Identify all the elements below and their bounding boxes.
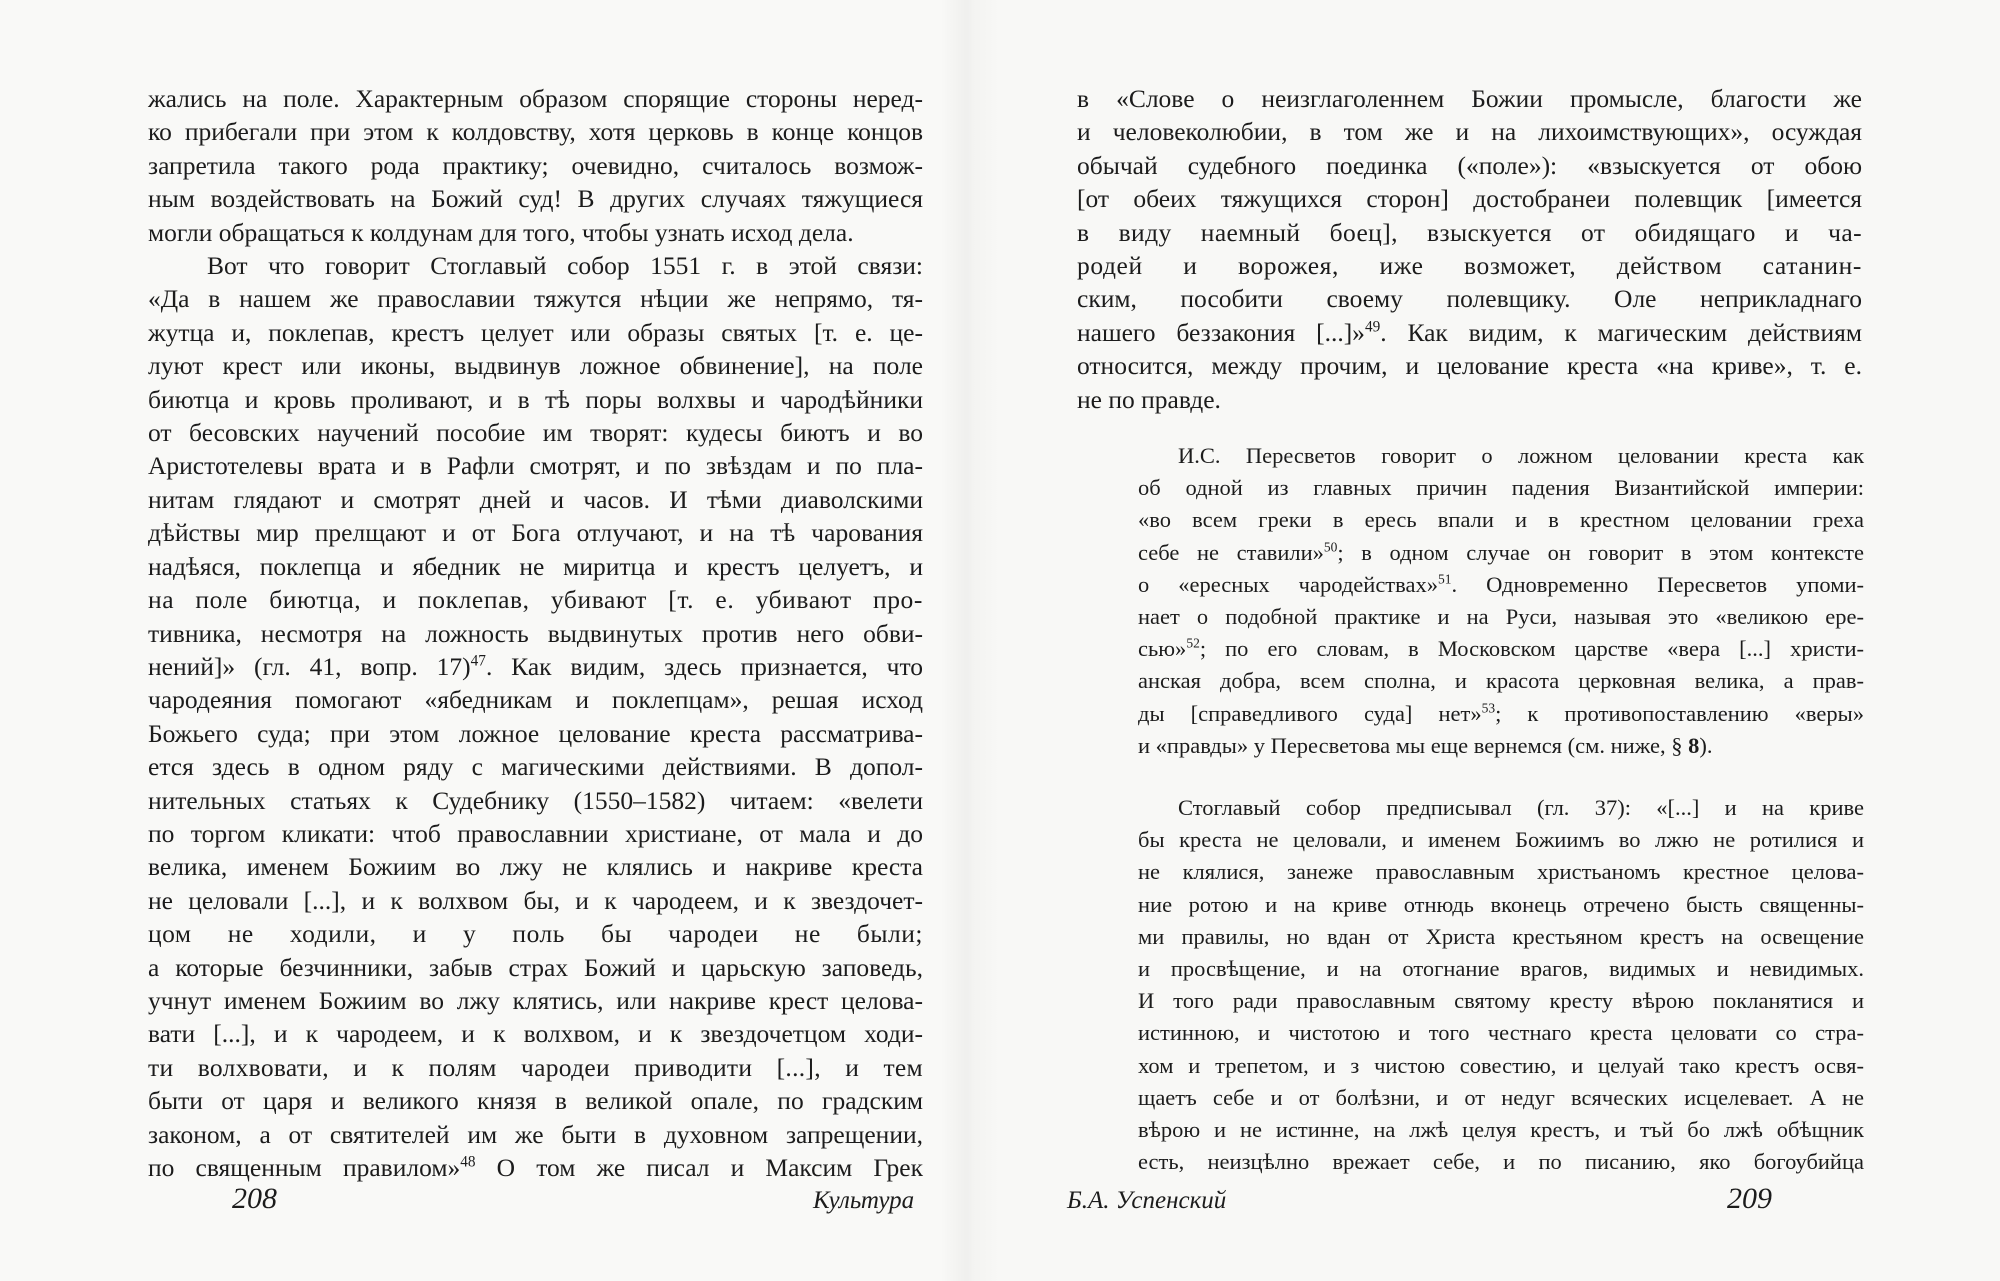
text-segment: нений]» (гл. 41, вопр. 17)	[148, 651, 471, 681]
text-line-with-footnote	[1138, 633, 1864, 665]
text-line: истинною, и чистотою и того честнаго креста целовати со стра-	[1138, 1020, 1864, 1046]
footnote-ref-53[interactable]: 53	[1481, 700, 1496, 716]
text-segment: ды [справедливого суда] нет»	[1138, 700, 1482, 726]
text-line	[1138, 730, 1864, 762]
text-segment: О том же писал и Максим Грек	[475, 1153, 923, 1182]
text-line: в «Слове о неизглаголеннем Божии промысле, благости же	[1077, 84, 1862, 113]
text-line: родей и ворожея, иже возможет, действом сатанин-	[1077, 251, 1862, 281]
text-line: щаетъ себе и от болѣзни, и от недуг всяческих исцелевает. А не	[1138, 1084, 1864, 1110]
text-line: не клялися, занеже православным христьаномъ крестное целова-	[1138, 859, 1864, 885]
text-line: ным воздействовать на Божий суд! В других случаях тяжущиеся	[148, 184, 923, 214]
text-segment: . Как видим, к магическим действиям	[1380, 317, 1862, 347]
text-segment: ; к противопоставлению «веры»	[1495, 700, 1864, 726]
footnote-ref-52[interactable]: 52	[1186, 635, 1200, 651]
right-page-stoglav-block	[1138, 792, 1864, 1178]
text-line: запретила такого рода практику; очевидно, считалось возмож-	[148, 150, 923, 180]
right-page-text	[1077, 82, 1862, 416]
text-line: в виду наемный боец], взыскуется от обидящаго и ча-	[1077, 217, 1862, 247]
text-line: обычай судебного поединка («поле»): «взыскуется от обою	[1077, 150, 1862, 180]
text-line: ми правилы, но вдан от Христа крестьяном крестъ на освещение	[1138, 923, 1864, 949]
running-head-left: Культура	[813, 1187, 915, 1214]
section-ref[interactable]: 8	[1688, 732, 1700, 758]
left-page	[0, 0, 970, 1281]
text-line: дѣйствы мир прелщают и от Бога отлучают, и на тѣ чарования	[148, 518, 923, 548]
text-line-with-footnote	[1077, 316, 1862, 349]
text-line: биютца и кровь проливают, и в тѣ поры волхвы и чародѣйники	[148, 384, 923, 414]
text-segment: ; в одном случае он говорит в этом контексте	[1337, 539, 1864, 565]
text-line: учнут именем Божиим во лжу клятись, или накриве крест целова-	[148, 985, 923, 1015]
text-line: хом и трепетом, и з чистою совестию, и целуай тако крестъ освя-	[1138, 1052, 1864, 1078]
text-line: чародеяния помогают «ябедникам и поклепцам», решая исход	[148, 685, 923, 715]
running-head-right: Б.А. Успенский	[1067, 1187, 1227, 1214]
text-line: законом, а от святителей им же быти в духовном запрещении,	[148, 1119, 923, 1149]
text-line-with-footnote	[1138, 537, 1864, 569]
text-line: ским, пособити своему полевщику. Оле неприкладнаго	[1077, 284, 1862, 314]
text-line: надѣяся, поклепца и ябедник не миритца и крестъ целуетъ, и	[148, 551, 923, 581]
text-line: вати [...], и к чародеем, и к волхвом, и к звездочетцом ходи-	[148, 1019, 923, 1049]
footnote-ref-50[interactable]: 50	[1323, 539, 1338, 555]
text-line: и просвѣщение, и на отогнание врагов, видимых и невидимых.	[1138, 956, 1864, 982]
text-segment: ).	[1699, 732, 1713, 758]
right-page-quote-block	[1138, 440, 1864, 762]
text-line: ко прибегали при этом к колдовству, хотя церковь в конце концов	[148, 117, 923, 147]
text-segment: . Одновременно Пересветов упоми-	[1451, 571, 1864, 597]
text-line: не по правде.	[1077, 384, 1221, 414]
text-line: Стоглавый собор предписывал (гл. 37): «[...] и на криве	[1178, 795, 1864, 820]
text-line: Вот что говорит Стоглавый собор 1551 г. в этой связи:	[207, 251, 923, 281]
footnote-ref-48[interactable]: 48	[460, 1153, 476, 1171]
text-line: велика, именем Божиим во лжу не клялись и накриве креста	[148, 852, 923, 882]
text-line: анская добра, всем сполна, и красота церковная велика, а прав-	[1138, 668, 1864, 694]
text-line: от бесовских научений пособие им творят: кудесы биютъ и во	[148, 418, 923, 448]
text-line: нительных статьях к Судебнику (1550–1582) читаем: «велети	[148, 785, 923, 815]
text-line: «Да в нашем же православии тяжутся нѣции же непрямо, тя-	[148, 284, 923, 314]
text-line: бы креста не целовали, и именем Божиимъ во лжю не ротилися и	[1138, 827, 1864, 853]
text-line: Аристотелевы врата и в Рафли смотрят, и по звѣздам и по пла-	[148, 451, 923, 481]
text-line-with-footnote	[148, 650, 923, 683]
text-line: ти волхвовати, и к полям чародеи приводити [...], и тем	[148, 1052, 923, 1082]
text-segment: себе не ставили»	[1138, 539, 1324, 565]
text-segment: по священным правилом»	[148, 1153, 461, 1182]
text-line: и человеколюбии, в том же и на лихоимствующих», осуждая	[1077, 117, 1862, 147]
page-number-right: 209	[1727, 1182, 1772, 1215]
text-line: по торгом кликати: чтоб православнии христиане, от мала и до	[148, 818, 923, 848]
text-line: цом не ходили, и у поль бы чародеи не были;	[148, 919, 923, 949]
text-line: могли обращаться к колдунам для того, чтобы узнать исход дела.	[148, 217, 854, 247]
text-line: есть, неизцѣлно врежает себе, и по писанию, яко богоубийца	[1138, 1149, 1864, 1175]
text-segment: нашего беззакония [...]»	[1077, 317, 1365, 347]
text-line: вѣрою и не истинне, на лжѣ целуя крестъ, и тъй бо лжѣ обѣщник	[1138, 1117, 1864, 1143]
text-line: Божьего суда; при этом ложное целование креста рассматрива-	[148, 718, 923, 748]
text-line-with-footnote	[1138, 569, 1864, 601]
text-line: на поле биютца, и поклепав, убивают [т. е. убивают про-	[148, 585, 923, 615]
text-line: жутца и, поклепав, крестъ целует или образы святых [т. е. це-	[148, 317, 923, 347]
text-line: относится, между прочим, и целование креста «на криве», т. е.	[1077, 351, 1862, 381]
text-line-with-footnote	[1138, 698, 1864, 730]
text-line: ется здесь в одном ряду с магическими действиями. В допол-	[148, 752, 923, 782]
text-line-with-footnote	[148, 1151, 923, 1184]
page-number-left: 208	[232, 1182, 277, 1215]
text-segment: . Как видим, здесь признается, что	[485, 651, 924, 681]
text-line: И того ради православным святому кресту вѣрою покланятися и	[1138, 988, 1864, 1014]
text-line: нает о подобной практике и на Руси, называя это «великою ере-	[1138, 604, 1864, 630]
footnote-ref-51[interactable]: 51	[1437, 571, 1452, 587]
text-segment: ; по его словам, в Московском царстве «вера [...] христи-	[1199, 636, 1864, 662]
text-segment: сью»	[1138, 636, 1187, 662]
text-line: [от обеих тяжущихся сторон] достобранеи полевщик [имеется	[1077, 184, 1862, 214]
text-line: ние ротою и на криве отнюдь вконець отречено бысть священны-	[1138, 891, 1864, 917]
left-page-text	[148, 82, 923, 1184]
text-line: а которые безчинники, забыв страх Божий и царьскую заповедь,	[148, 952, 923, 982]
text-line: тивника, несмотря на ложность выдвинутых против него обви-	[148, 618, 923, 648]
text-line: не целовали [...], и к волхвом бы, и к чародеем, и к звездочет-	[148, 885, 923, 915]
text-line: луют крест или иконы, выдвинув ложное обвинение], на поле	[148, 351, 923, 381]
text-line: нитам глядают и смотрят дней и часов. И тѣми диаволскими	[148, 484, 923, 514]
text-line: жались на поле. Характерным образом спорящие стороны неред-	[148, 84, 923, 113]
text-line: И.С. Пересветов говорит о ложном целовании креста как	[1178, 443, 1864, 468]
text-segment: и «правды» у Пересветова мы еще вернемся (см. ниже, §	[1138, 732, 1689, 758]
text-line: «во всем греки в ересь впали и в крестном целовании греха	[1138, 507, 1864, 533]
footnote-ref-47[interactable]: 47	[470, 652, 486, 670]
text-line: быти от царя и великого князя в великой опале, по градским	[148, 1086, 923, 1116]
footnote-ref-49[interactable]: 49	[1364, 318, 1381, 336]
text-segment: о «ересных чародействах»	[1138, 571, 1438, 597]
text-line: об одной из главных причин падения Византийской империи:	[1138, 475, 1864, 501]
